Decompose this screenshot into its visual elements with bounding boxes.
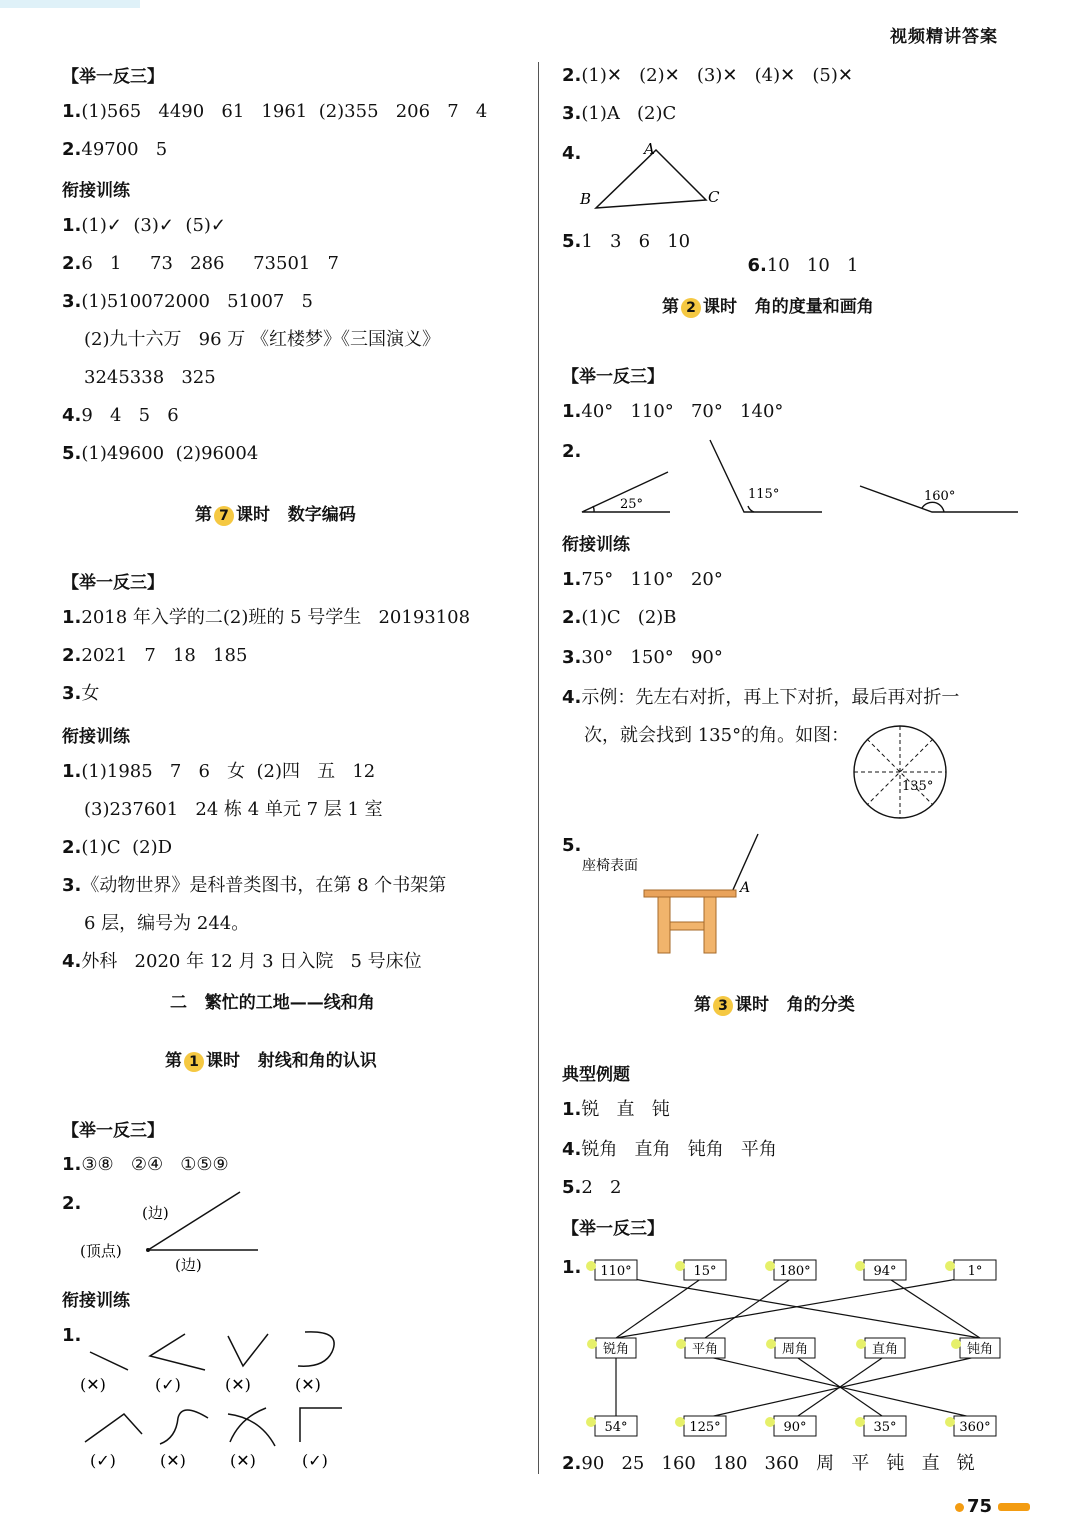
top-angle: 180° [779, 1264, 811, 1279]
mark-8: (✓) [302, 1451, 328, 1470]
answer-text: 示例：先左右对折，再上下对折，最后再对折一 [581, 687, 960, 708]
answer-text: 40° 110° 70° 140° [581, 401, 784, 422]
question-number: 2. [62, 645, 82, 666]
lesson-title [165, 1046, 377, 1072]
answer-text: (1)✓ (3)✓ (5)✓ [81, 215, 226, 236]
lesson-title-prefix: 第 [694, 995, 711, 1015]
top-angle: 110° [600, 1264, 632, 1279]
angle-type-leaf-icon [587, 1339, 597, 1349]
section-heading: 衔接训练 [62, 1291, 130, 1311]
question-number: 5. [562, 835, 582, 856]
answer-line [62, 100, 487, 124]
answer-text: 6 层，编号为 244。 [84, 913, 250, 934]
mark-5: (✓) [90, 1451, 116, 1470]
answer-line [562, 1098, 670, 1122]
answer-line [62, 760, 375, 784]
answer-line [562, 230, 730, 254]
answer-line [62, 214, 226, 238]
vertex-C: C [708, 188, 720, 206]
label-seat: 座椅表面 [582, 858, 638, 874]
vertex-point [146, 1248, 150, 1252]
answer-line [62, 1192, 81, 1216]
answer-line [562, 686, 959, 710]
bottom-angle: 90° [783, 1420, 807, 1435]
mark-4: (✕) [295, 1375, 321, 1394]
section-heading: 【举一反三】 [562, 1219, 664, 1239]
bottom-angle-leaf-icon [586, 1417, 596, 1427]
bottom-angle: 125° [689, 1420, 721, 1435]
question-number: 1. [562, 569, 582, 590]
angle-type: 周角 [781, 1342, 809, 1357]
top-angle: 15° [693, 1264, 717, 1279]
mark-2: (✓) [155, 1375, 181, 1394]
question-number: 3. [562, 103, 582, 124]
top-angle-leaf-icon [586, 1261, 596, 1271]
seat-top [644, 890, 736, 897]
answer-line [62, 138, 167, 162]
bottom-angle: 360° [959, 1420, 991, 1435]
answer-text: 外科 2020 年 12 月 3 日入院 5 号床位 [81, 951, 422, 972]
lesson-title-prefix: 第 [165, 1051, 182, 1071]
link-94-obtuse [885, 1276, 980, 1338]
angle-type-leaf-icon [676, 1339, 686, 1349]
shape-1 [90, 1352, 128, 1370]
mark-7: (✕) [230, 1451, 256, 1470]
lesson-title [694, 990, 855, 1016]
question-number: 3. [562, 647, 582, 668]
answer-text: (1)565 4490 61 1961 (2)355 206 7 4 [81, 101, 488, 122]
vertex-B: B [580, 190, 592, 208]
question-number: 4. [62, 405, 82, 426]
lesson-title [195, 500, 356, 526]
answer-text: (1)510072000 51007 5 [81, 291, 313, 312]
answer-text: 2021 7 18 185 [81, 645, 248, 666]
answer-line [562, 646, 723, 670]
section-heading: 【举一反三】 [62, 67, 164, 87]
q6-line [736, 230, 858, 278]
top-angle-leaf-icon [675, 1261, 685, 1271]
lesson-title-suffix: 课时 角的度量和画角 [703, 297, 874, 317]
angle-judge-figures [80, 1322, 370, 1472]
question-number: 1. [562, 1257, 582, 1278]
question-number: 1. [62, 101, 82, 122]
bottom-angle: 35° [873, 1420, 897, 1435]
answer-text: (1)49600 (2)96004 [81, 443, 259, 464]
label-seat-A: A [740, 880, 751, 896]
top-accent-bar [0, 0, 140, 8]
question-number: 2. [562, 441, 582, 462]
answer-text: 9 4 5 6 [81, 405, 179, 426]
lesson-title-prefix: 第 [195, 505, 212, 525]
question-number: 2. [62, 139, 82, 160]
bottom-angle-leaf-icon [855, 1417, 865, 1427]
question-number: 5. [562, 231, 582, 252]
label-side-top: (边) [142, 1204, 169, 1222]
link-180-straight [705, 1276, 795, 1338]
section-heading: 衔接训练 [562, 535, 630, 555]
answer-text: 49700 5 [81, 139, 168, 160]
q6-number: 6. [747, 255, 767, 276]
angle-type: 钝角 [966, 1342, 994, 1357]
answer-line [84, 912, 249, 936]
question-number: 1. [562, 401, 582, 422]
answer-text: (1)1985 7 6 女 (2)四 五 12 [81, 761, 376, 782]
section-heading: 【举一反三】 [62, 573, 164, 593]
angle-parts-figure [80, 1188, 280, 1278]
mark-6: (✕) [160, 1451, 186, 1470]
answer-text: 《动物世界》是科普类图书，在第 8 个书架第 [81, 875, 447, 896]
answer-text: (1)✕ (2)✕ (3)✕ (4)✕ (5)✕ [581, 65, 853, 86]
label-160: 160° [924, 489, 956, 504]
measured-angles-figure [560, 420, 1030, 520]
question-number: 1. [62, 761, 82, 782]
answer-text: 6 1 73 286 73501 7 [81, 253, 339, 274]
answer-line [562, 834, 581, 858]
shape-8 [300, 1408, 342, 1442]
answer-text: (3)237601 24 栋 4 单元 7 层 1 室 [84, 799, 383, 820]
link-15-acute [616, 1276, 705, 1338]
shape-2 [150, 1334, 205, 1370]
question-number: 5. [62, 443, 82, 464]
mark-1: (✕) [80, 1375, 106, 1394]
answer-line [62, 644, 247, 668]
answer-line [84, 798, 383, 822]
lesson-number-badge: 1 [184, 1052, 204, 1072]
question-number: 3. [62, 291, 82, 312]
question-number: 2. [562, 1453, 582, 1474]
question-number: 1. [62, 1325, 82, 1346]
answer-line [562, 64, 853, 88]
label-25: 25° [620, 497, 644, 512]
question-number: 2. [62, 1193, 82, 1214]
answer-line [562, 568, 723, 592]
lesson-number-badge: 3 [713, 996, 733, 1016]
top-angle: 1° [967, 1264, 983, 1279]
answer-line [84, 328, 440, 352]
question-number: 2. [62, 253, 82, 274]
answer-line [62, 606, 470, 630]
lesson-title [170, 988, 375, 1013]
question-number: 4. [562, 687, 582, 708]
bottom-angle-leaf-icon [765, 1417, 775, 1427]
answer-line [62, 950, 422, 974]
page-number: 75 [966, 1496, 992, 1517]
answer-line [562, 1452, 975, 1476]
question-number: 1. [562, 1099, 582, 1120]
angle-type: 锐角 [602, 1342, 630, 1357]
answer-line [62, 1153, 229, 1177]
page-bar [998, 1503, 1030, 1511]
answer-line [62, 442, 258, 466]
matching-diagram [580, 1252, 1020, 1442]
folded-circle-figure [852, 722, 952, 822]
answer-line [62, 290, 313, 314]
page-dot [955, 1503, 964, 1512]
answer-line [62, 874, 446, 898]
question-number: 1. [62, 215, 82, 236]
label-side-bottom: (边) [175, 1256, 202, 1274]
angle-type: 平角 [691, 1342, 719, 1357]
lesson-number-badge: 2 [681, 298, 701, 318]
shape-6 [160, 1410, 208, 1444]
lesson-title-suffix: 课时 数字编码 [236, 505, 356, 525]
question-number: 4. [562, 1139, 582, 1160]
answer-line [562, 606, 677, 630]
stool-figure [580, 830, 780, 960]
question-number: 2. [562, 607, 582, 628]
lesson-title-prefix: 二 繁忙的工地——线和角 [170, 993, 375, 1013]
answer-line [62, 404, 179, 428]
shape-4 [298, 1332, 334, 1366]
arc-25 [593, 506, 594, 512]
answer-line [562, 1176, 621, 1200]
stool-leg-right [704, 897, 716, 953]
answer-text: 1 3 6 10 [581, 231, 731, 252]
top-angle-leaf-icon [765, 1261, 775, 1271]
angle-type-leaf-icon [951, 1339, 961, 1349]
answer-text: 锐角 直角 钝角 平角 [581, 1139, 777, 1160]
section-heading: 典型例题 [562, 1065, 630, 1085]
answer-line [84, 366, 216, 390]
lesson-title-prefix: 第 [662, 297, 679, 317]
answer-line [62, 252, 339, 276]
answer-text: 30° 150° 90° [581, 647, 723, 668]
column-divider [538, 62, 539, 1474]
answer-text: 90 25 160 180 360 周 平 钝 直 锐 [581, 1453, 975, 1474]
shape-7 [228, 1408, 275, 1446]
answer-text: (1)A (2)C [581, 103, 677, 124]
answer-line [62, 1324, 81, 1348]
vertex-A: A [644, 140, 655, 158]
answer-line [562, 102, 676, 126]
question-number: 2. [562, 65, 582, 86]
answer-line [562, 1138, 777, 1162]
answer-line [62, 682, 99, 706]
bottom-angle: 54° [604, 1420, 628, 1435]
question-number: 3. [62, 683, 82, 704]
label-135: 135° [902, 779, 934, 794]
question-number: 3. [62, 875, 82, 896]
answer-line [562, 1256, 581, 1280]
answer-text: 3245338 325 [84, 367, 216, 388]
angle-type-leaf-icon [856, 1339, 866, 1349]
question-number: 1. [62, 607, 82, 628]
answer-text: (2)九十六万 96 万 《红楼梦》《三国演义》 [84, 329, 441, 350]
answer-text: (1)C (2)B [581, 607, 677, 628]
label-115: 115° [748, 487, 780, 502]
triangle-figure [578, 138, 728, 218]
top-angle: 94° [873, 1264, 897, 1279]
question-number: 2. [62, 837, 82, 858]
answer-text: 女 [81, 683, 100, 704]
lesson-title-suffix: 课时 角的分类 [735, 995, 855, 1015]
arc-115 [748, 506, 754, 512]
section-heading: 衔接训练 [62, 727, 130, 747]
bottom-angle-leaf-icon [675, 1417, 685, 1427]
section-heading: 衔接训练 [62, 181, 130, 201]
shape-5 [85, 1414, 142, 1442]
top-angle-leaf-icon [855, 1261, 865, 1271]
answer-text: 次，就会找到 135°的角。如图： [584, 725, 850, 746]
q6-text: 10 10 1 [766, 255, 859, 276]
top-angle-leaf-icon [945, 1261, 955, 1271]
stool-leg-left [658, 897, 670, 953]
angle-type-leaf-icon [766, 1339, 776, 1349]
answer-line [62, 836, 172, 860]
answer-line [584, 724, 849, 748]
question-number: 4. [562, 143, 582, 164]
lesson-number-badge: 7 [214, 506, 234, 526]
triangle-shape [596, 150, 706, 208]
mark-3: (✕) [225, 1375, 251, 1394]
stool-crossbar [670, 922, 704, 930]
shape-3 [228, 1334, 268, 1366]
answer-text: 2 2 [581, 1177, 622, 1198]
question-number: 4. [62, 951, 82, 972]
question-number: 1. [62, 1154, 82, 1175]
label-vertex: (顶点) [80, 1242, 122, 1260]
section-heading: 【举一反三】 [62, 1121, 164, 1141]
section-heading: 【举一反三】 [562, 367, 664, 387]
answer-text: (1)C (2)D [81, 837, 173, 858]
lesson-title [662, 292, 874, 318]
question-number: 5. [562, 1177, 582, 1198]
answer-text: 2018 年入学的二(2)班的 5 号学生 20193108 [81, 607, 471, 628]
answer-text: ③⑧ ②④ ①⑤⑨ [81, 1154, 229, 1175]
header-title: 视频精讲答案 [890, 27, 998, 47]
angle-type: 直角 [871, 1342, 899, 1357]
answer-text: 75° 110° 20° [581, 569, 723, 590]
bottom-angle-leaf-icon [945, 1417, 955, 1427]
answer-text: 锐 直 钝 [581, 1099, 670, 1120]
lesson-title-suffix: 课时 射线和角的认识 [206, 1051, 377, 1071]
